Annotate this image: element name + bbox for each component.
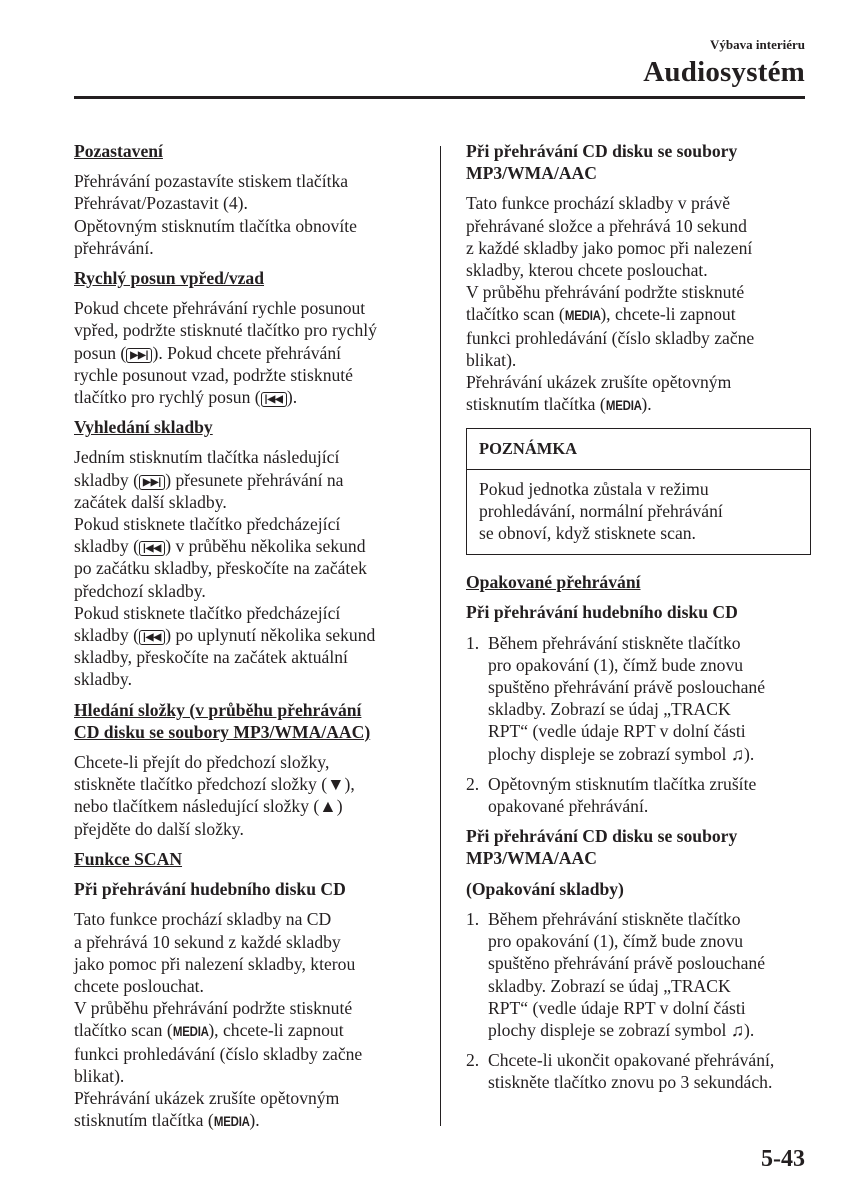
text-line: blikat).: [74, 1065, 125, 1086]
text-fragment: posun (: [74, 342, 127, 363]
text-line: blikat).: [466, 349, 517, 370]
text-line: RPT“ (vedle údaje RPT v dolní části: [488, 721, 746, 742]
text-line: Přehrávání ukázek zrušíte opětovným: [466, 372, 732, 393]
pause-heading: Pozastavení: [74, 141, 163, 161]
text-line: se obnoví, když stisknete scan.: [479, 523, 696, 544]
text-line: Tato funkce prochází skladby v právě: [466, 193, 731, 214]
text-line: skladby.: [74, 669, 132, 690]
list-number: 1.: [466, 908, 480, 929]
text-line: Pokud jednotka zůstala v režimu: [479, 478, 709, 499]
text-line: [74, 624, 424, 646]
page-title: Audiosystém: [643, 56, 805, 88]
text-line: Během přehrávání stiskněte tlačítko: [488, 908, 741, 929]
folder-down-icon: ▼: [327, 774, 345, 795]
text-fragment: stisknutím tlačítka (: [74, 1110, 214, 1131]
text-line: začátek další skladby.: [74, 491, 227, 512]
scan-subheading: Při přehrávání hudebního disku CD: [74, 879, 346, 900]
repeat-cd-steps: [466, 632, 811, 818]
list-item: [466, 908, 811, 1041]
note-title: POZNÁMKA: [467, 429, 810, 469]
text-line: [74, 1019, 424, 1042]
text-line: pro opakování (1), čímž bude znovu: [488, 931, 744, 952]
list-number: 1.: [466, 632, 480, 653]
text-line: [74, 469, 424, 491]
text-line: [466, 393, 811, 416]
text-fragment: ) v průběhu několika sekund: [165, 536, 366, 557]
heading-line: MP3/WMA/AAC: [466, 163, 597, 184]
note-box: [466, 428, 811, 555]
mp3-repeat-subheading: (Opakování skladby): [466, 878, 624, 899]
text-line: Opětovným stisknutím tlačítka obnovíte: [74, 215, 357, 236]
list-item: [466, 773, 811, 817]
text-fragment: ).: [744, 743, 755, 764]
media-button-icon: MEDIA: [605, 397, 642, 414]
text-fragment: ): [336, 796, 343, 817]
text-fragment: tlačítko scan (: [74, 1020, 173, 1041]
text-line: funkci prohledávání (číslo skladby začne: [74, 1043, 363, 1064]
text-fragment: plochy displeje se zobrazí symbol: [488, 1019, 731, 1040]
text-line: funkci prohledávání (číslo skladby začne: [466, 327, 755, 348]
text-line: Během přehrávání stiskněte tlačítko: [488, 632, 741, 653]
text-line: chcete poslouchat.: [74, 975, 204, 996]
scan-paragraph: [74, 908, 424, 1132]
header-rule: [74, 96, 805, 99]
header-section-label: Výbava interiéru: [710, 37, 805, 52]
text-fragment: skladby (: [74, 536, 139, 557]
text-fragment: ),: [344, 774, 355, 795]
folder-up-icon: ▲: [319, 796, 337, 817]
text-fragment: ).: [641, 394, 652, 415]
text-line: Pokud chcete přehrávání rychle posunout: [74, 298, 366, 319]
text-line: [488, 743, 811, 765]
track-search-heading: Vyhledání skladby: [74, 417, 213, 438]
track-search-paragraph: [74, 446, 424, 690]
text-line: z každé skladby jako pomoc při nalezení: [466, 237, 753, 258]
text-line: rychle posunout vzad, podržte stisknuté: [74, 364, 353, 385]
text-line: skladby, přeskočíte na začátek aktuální: [74, 647, 348, 668]
text-fragment: skladby (: [74, 469, 139, 490]
heading-line: Hledání složky (v průběhu přehrávání: [74, 699, 362, 720]
text-line: [74, 1109, 424, 1132]
music-note-icon: ♫: [730, 1019, 745, 1040]
text-line: po začátku skladby, přeskočíte na začátek: [74, 558, 367, 579]
text-line: [488, 1019, 811, 1041]
text-line: Pokud stisknete tlačítko předcházející: [74, 514, 341, 535]
list-item: [466, 1049, 811, 1093]
text-fragment: ).: [744, 1019, 755, 1040]
text-fragment: stisknutím tlačítka (: [466, 394, 606, 415]
next-track-icon: ▶▶|: [126, 348, 152, 363]
text-fragment: tlačítko pro rychlý posun (: [74, 387, 261, 408]
folder-search-paragraph: [74, 751, 424, 840]
text-line: spuštěno přehrávání právě poslouchané: [488, 953, 766, 974]
text-line: [74, 342, 424, 364]
text-fragment: ).: [286, 387, 298, 408]
text-line: Chcete-li ukončit opakované přehrávání,: [488, 1050, 775, 1071]
text-fragment: ).: [249, 1110, 260, 1131]
prev-track-icon: |◀◀: [139, 630, 165, 645]
text-fragment: nebo tlačítkem následující složky (: [74, 796, 320, 817]
text-line: jako pomoc při nalezení skladby, kterou: [74, 953, 356, 974]
text-line: Přehrávání pozastavíte stiskem tlačítka: [74, 171, 349, 192]
repeat-mp3-steps: [466, 908, 811, 1094]
text-line: V průběhu přehrávání podržte stisknuté: [466, 282, 745, 303]
text-line: [466, 303, 811, 326]
repeat-subheading: Při přehrávání hudebního disku CD: [466, 602, 738, 623]
folder-search-heading: [74, 699, 424, 743]
prev-track-icon: |◀◀: [139, 541, 165, 556]
text-line: pro opakování (1), čímž bude znovu: [488, 654, 744, 675]
repeat-heading: Opakované přehrávání: [466, 572, 641, 593]
text-line: přejděte do další složky.: [74, 818, 244, 839]
text-line: RPT“ (vedle údaje RPT v dolní části: [488, 997, 746, 1018]
text-line: předchozí skladby.: [74, 580, 206, 601]
heading-line: MP3/WMA/AAC: [466, 848, 597, 869]
text-line: přehrávané složce a přehrává 10 sekund: [466, 215, 747, 236]
prev-track-icon: |◀◀: [261, 392, 287, 407]
mp3-scan-heading: [466, 140, 811, 184]
right-column: [466, 140, 811, 1102]
music-note-icon: ♫: [730, 743, 745, 764]
text-fragment: ). Pokud chcete přehrávání: [152, 342, 342, 363]
text-line: [74, 795, 424, 817]
media-button-icon: MEDIA: [172, 1023, 209, 1040]
text-line: Chcete-li přejít do předchozí složky,: [74, 752, 330, 773]
heading-line: CD disku se soubory MP3/WMA/AAC): [74, 721, 371, 742]
text-line: a přehrává 10 sekund z každé skladby: [74, 931, 341, 952]
mp3-repeat-heading: [466, 825, 811, 869]
text-fragment: ) přesunete přehrávání na: [165, 469, 344, 490]
text-line: skladby. Zobrazí se údaj „TRACK: [488, 975, 731, 996]
fast-forward-paragraph: [74, 297, 424, 408]
text-line: Přehrávat/Pozastavit (4).: [74, 193, 248, 214]
text-fragment: ), chcete-li zapnout: [600, 304, 736, 325]
text-line: [74, 535, 424, 557]
column-divider: [440, 146, 441, 1126]
left-column: [74, 140, 424, 1140]
media-button-icon: MEDIA: [564, 307, 601, 324]
text-fragment: tlačítko scan (: [466, 304, 565, 325]
media-button-icon: MEDIA: [213, 1113, 250, 1130]
heading-line: Při přehrávání CD disku se soubory: [466, 141, 738, 161]
text-line: Přehrávání ukázek zrušíte opětovným: [74, 1087, 340, 1108]
text-line: skladby. Zobrazí se údaj „TRACK: [488, 699, 731, 720]
text-fragment: stiskněte tlačítko předchozí složky (: [74, 774, 328, 795]
mp3-scan-paragraph: [466, 192, 811, 416]
fast-forward-heading: Rychlý posun vpřed/vzad: [74, 268, 265, 289]
text-line: vpřed, podržte stisknuté tlačítko pro rychlý: [74, 320, 377, 341]
text-fragment: skladby (: [74, 625, 139, 646]
text-line: V průběhu přehrávání podržte stisknuté: [74, 998, 353, 1019]
next-track-icon: ▶▶|: [139, 475, 165, 490]
page-number: 5-43: [761, 1146, 805, 1172]
text-fragment: ) po uplynutí několika sekund: [165, 625, 376, 646]
text-fragment: ), chcete-li zapnout: [208, 1020, 344, 1041]
list-number: 2.: [466, 773, 480, 794]
text-line: přehrávání.: [74, 237, 154, 258]
text-line: Pokud stisknete tlačítko předcházející: [74, 602, 341, 623]
list-item: [466, 632, 811, 765]
heading-line: Při přehrávání CD disku se soubory: [466, 826, 738, 847]
scan-heading: Funkce SCAN: [74, 848, 183, 869]
text-line: skladby, kterou chcete poslouchat.: [466, 260, 708, 281]
text-line: [74, 773, 424, 795]
text-line: Opětovným stisknutím tlačítka zrušíte: [488, 773, 757, 794]
note-body: [467, 470, 810, 555]
text-line: stiskněte tlačítko znovu po 3 sekundách.: [488, 1072, 773, 1093]
text-line: prohledávání, normální přehrávání: [479, 500, 723, 521]
text-line: Tato funkce prochází skladby na CD: [74, 909, 332, 930]
list-number: 2.: [466, 1050, 480, 1071]
text-line: spuštěno přehrávání právě poslouchané: [488, 677, 766, 698]
text-line: opakované přehrávání.: [488, 796, 649, 817]
text-line: [74, 386, 424, 408]
text-line: Jedním stisknutím tlačítka následující: [74, 447, 340, 468]
pause-paragraph: [74, 170, 424, 259]
text-fragment: plochy displeje se zobrazí symbol: [488, 743, 731, 764]
